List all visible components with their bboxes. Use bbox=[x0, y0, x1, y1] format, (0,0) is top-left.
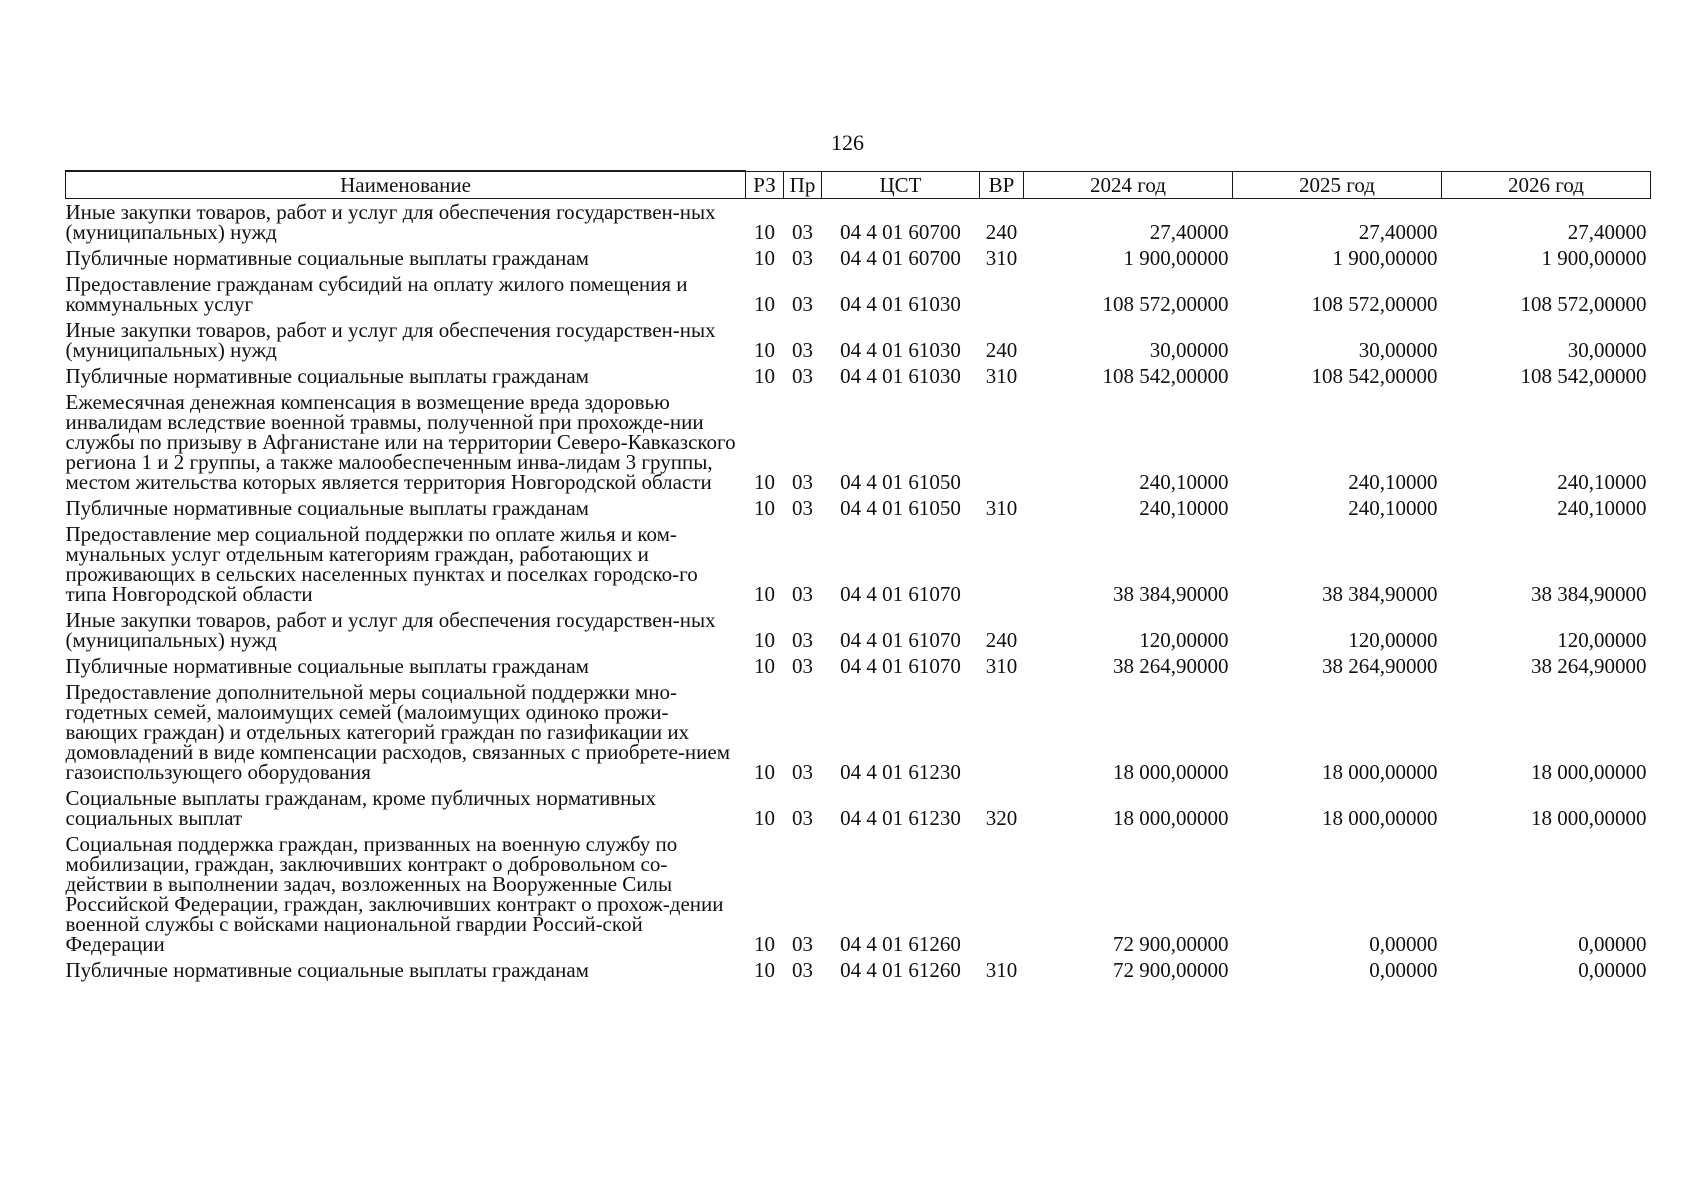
cell-rz: 10 bbox=[754, 220, 775, 244]
column-header-cst: ЦСТ bbox=[822, 171, 980, 199]
table-row bbox=[66, 317, 1651, 363]
cell-pr: 03 bbox=[792, 246, 813, 270]
cell-cst: 04 4 01 61030 bbox=[840, 364, 961, 388]
cell-pr: 03 bbox=[792, 760, 813, 784]
cell-2025: 30,00000 bbox=[1358, 338, 1438, 362]
cell-2026: 120,00000 bbox=[1557, 628, 1647, 652]
cell-pr: 03 bbox=[792, 806, 813, 830]
cell-cst: 04 4 01 61230 bbox=[840, 806, 961, 830]
cell-rz: 10 bbox=[754, 582, 775, 606]
cell-2025: 1 900,00000 bbox=[1332, 246, 1438, 270]
table-row bbox=[66, 271, 1651, 317]
cell-vr: 310 bbox=[985, 958, 1018, 982]
cell-2026: 1 900,00000 bbox=[1541, 246, 1647, 270]
table-row bbox=[66, 957, 1651, 983]
cell-vr bbox=[980, 521, 1024, 607]
table-header-row bbox=[66, 171, 1651, 199]
cell-vr bbox=[980, 271, 1024, 317]
table-row bbox=[66, 653, 1651, 679]
cell-vr: 310 bbox=[985, 654, 1018, 678]
cell-2024: 38 264,90000 bbox=[1113, 654, 1229, 678]
cell-2025: 0,00000 bbox=[1369, 932, 1438, 956]
cell-pr: 03 bbox=[792, 932, 813, 956]
cell-name: Предоставление дополнительной меры социальной поддержки мно-годетных семей, малоимущих семей (малоимущих одиноко прожи-вающих граждан) и отдельных категорий граждан по газификации их домовладений в виде компенсации расходов, связанных с приобрете-нием газоиспользующего оборудования bbox=[65, 680, 731, 784]
cell-name: Публичные нормативные социальные выплаты гражданам bbox=[65, 246, 589, 270]
cell-vr: 310 bbox=[985, 364, 1018, 388]
cell-pr: 03 bbox=[792, 628, 813, 652]
cell-pr: 03 bbox=[792, 582, 813, 606]
cell-pr: 03 bbox=[792, 958, 813, 982]
cell-cst: 04 4 01 60700 bbox=[840, 246, 961, 270]
cell-rz: 10 bbox=[754, 654, 775, 678]
cell-pr: 03 bbox=[792, 338, 813, 362]
column-header-name: Наименование bbox=[66, 171, 746, 199]
cell-pr: 03 bbox=[792, 654, 813, 678]
cell-name: Иные закупки товаров, работ и услуг для обеспечения государствен-ных (муниципальных) нужд bbox=[65, 318, 716, 362]
cell-2024: 120,00000 bbox=[1139, 628, 1229, 652]
cell-vr: 310 bbox=[985, 246, 1018, 270]
cell-2024: 38 384,90000 bbox=[1113, 582, 1229, 606]
cell-rz: 10 bbox=[754, 806, 775, 830]
cell-vr bbox=[980, 679, 1024, 785]
cell-2026: 240,10000 bbox=[1557, 470, 1647, 494]
cell-cst: 04 4 01 61030 bbox=[840, 338, 961, 362]
cell-2025: 240,10000 bbox=[1348, 470, 1438, 494]
cell-2024: 27,40000 bbox=[1149, 220, 1229, 244]
cell-2025: 18 000,00000 bbox=[1322, 806, 1438, 830]
cell-2025: 38 384,90000 bbox=[1322, 582, 1438, 606]
cell-2025: 18 000,00000 bbox=[1322, 760, 1438, 784]
cell-2026: 27,40000 bbox=[1567, 220, 1647, 244]
cell-name: Публичные нормативные социальные выплаты гражданам bbox=[65, 496, 589, 520]
budget-table bbox=[65, 170, 1651, 983]
cell-vr: 310 bbox=[985, 496, 1018, 520]
cell-2025: 0,00000 bbox=[1369, 958, 1438, 982]
cell-2024: 72 900,00000 bbox=[1113, 932, 1229, 956]
cell-vr: 240 bbox=[985, 628, 1018, 652]
table-row bbox=[66, 679, 1651, 785]
cell-2026: 108 542,00000 bbox=[1520, 364, 1647, 388]
cell-rz: 10 bbox=[754, 338, 775, 362]
table-row bbox=[66, 785, 1651, 831]
cell-cst: 04 4 01 60700 bbox=[840, 220, 961, 244]
cell-pr: 03 bbox=[792, 496, 813, 520]
cell-pr: 03 bbox=[792, 220, 813, 244]
cell-cst: 04 4 01 61070 bbox=[840, 628, 961, 652]
table-row bbox=[66, 831, 1651, 957]
cell-rz: 10 bbox=[754, 470, 775, 494]
cell-name: Иные закупки товаров, работ и услуг для обеспечения государствен-ных (муниципальных) нужд bbox=[65, 608, 716, 652]
cell-name: Предоставление мер социальной поддержки по оплате жилья и ком-мунальных услуг отдельным категориям граждан, работающих и проживающих в сельских населенных пунктах и поселках городско-го типа Новгородской области bbox=[65, 522, 698, 606]
cell-2026: 30,00000 bbox=[1567, 338, 1647, 362]
cell-cst: 04 4 01 61230 bbox=[840, 760, 961, 784]
table-row bbox=[66, 245, 1651, 271]
table-row bbox=[66, 607, 1651, 653]
cell-2026: 240,10000 bbox=[1557, 496, 1647, 520]
cell-vr bbox=[980, 831, 1024, 957]
cell-2025: 240,10000 bbox=[1348, 496, 1438, 520]
cell-cst: 04 4 01 61050 bbox=[840, 496, 961, 520]
cell-pr: 03 bbox=[792, 292, 813, 316]
cell-name: Предоставление гражданам субсидий на оплату жилого помещения и коммунальных услуг bbox=[65, 272, 688, 316]
cell-2024: 30,00000 bbox=[1149, 338, 1229, 362]
cell-cst: 04 4 01 61260 bbox=[840, 958, 961, 982]
cell-name: Публичные нормативные социальные выплаты гражданам bbox=[65, 958, 589, 982]
cell-cst: 04 4 01 61070 bbox=[840, 654, 961, 678]
cell-name: Социальные выплаты гражданам, кроме публичных нормативных социальных выплат bbox=[65, 786, 657, 830]
cell-2024: 72 900,00000 bbox=[1113, 958, 1229, 982]
cell-cst: 04 4 01 61070 bbox=[840, 582, 961, 606]
cell-2024: 18 000,00000 bbox=[1113, 760, 1229, 784]
cell-rz: 10 bbox=[754, 496, 775, 520]
cell-2024: 240,10000 bbox=[1139, 470, 1229, 494]
cell-2024: 18 000,00000 bbox=[1113, 806, 1229, 830]
cell-rz: 10 bbox=[754, 628, 775, 652]
cell-name: Публичные нормативные социальные выплаты гражданам bbox=[65, 364, 589, 388]
cell-name: Социальная поддержка граждан, призванных на военную службу по мобилизации, граждан, заключивших контракт о добровольном со-действии в выполнении задач, возложенных на Вооруженные Силы Российской Федерации, граждан, заключивших контракт о прохож-дении военной службы с войсками национальной гвардии Россий-ской Федерации bbox=[65, 832, 724, 956]
cell-2025: 120,00000 bbox=[1348, 628, 1438, 652]
cell-2024: 240,10000 bbox=[1139, 496, 1229, 520]
cell-2025: 108 542,00000 bbox=[1311, 364, 1438, 388]
cell-2024: 1 900,00000 bbox=[1123, 246, 1229, 270]
cell-vr bbox=[980, 389, 1024, 495]
column-header-2025: 2025 год bbox=[1233, 171, 1442, 199]
cell-rz: 10 bbox=[754, 292, 775, 316]
cell-2024: 108 572,00000 bbox=[1102, 292, 1229, 316]
table-body bbox=[66, 199, 1651, 984]
cell-2025: 38 264,90000 bbox=[1322, 654, 1438, 678]
column-header-pr: Пр bbox=[784, 171, 822, 199]
cell-2026: 38 384,90000 bbox=[1531, 582, 1647, 606]
cell-vr: 320 bbox=[985, 806, 1018, 830]
table-row bbox=[66, 199, 1651, 246]
cell-rz: 10 bbox=[754, 364, 775, 388]
cell-2026: 38 264,90000 bbox=[1531, 654, 1647, 678]
cell-2026: 18 000,00000 bbox=[1531, 806, 1647, 830]
cell-rz: 10 bbox=[754, 958, 775, 982]
table-row bbox=[66, 495, 1651, 521]
cell-2024: 108 542,00000 bbox=[1102, 364, 1229, 388]
cell-vr: 240 bbox=[985, 220, 1018, 244]
cell-2025: 108 572,00000 bbox=[1311, 292, 1438, 316]
cell-2026: 108 572,00000 bbox=[1520, 292, 1647, 316]
cell-vr: 240 bbox=[985, 338, 1018, 362]
cell-2026: 0,00000 bbox=[1578, 958, 1647, 982]
column-header-vr: ВР bbox=[980, 171, 1024, 199]
table-row bbox=[66, 521, 1651, 607]
cell-rz: 10 bbox=[754, 760, 775, 784]
cell-cst: 04 4 01 61260 bbox=[840, 932, 961, 956]
cell-2026: 0,00000 bbox=[1578, 932, 1647, 956]
cell-rz: 10 bbox=[754, 932, 775, 956]
column-header-2026: 2026 год bbox=[1442, 171, 1651, 199]
table-row bbox=[66, 363, 1651, 389]
cell-cst: 04 4 01 61030 bbox=[840, 292, 961, 316]
cell-cst: 04 4 01 61050 bbox=[840, 470, 961, 494]
cell-2026: 18 000,00000 bbox=[1531, 760, 1647, 784]
cell-rz: 10 bbox=[754, 246, 775, 270]
column-header-rz: РЗ bbox=[746, 171, 784, 199]
cell-pr: 03 bbox=[792, 470, 813, 494]
column-header-2024: 2024 год bbox=[1024, 171, 1233, 199]
table-row bbox=[66, 389, 1651, 495]
cell-2025: 27,40000 bbox=[1358, 220, 1438, 244]
cell-pr: 03 bbox=[792, 364, 813, 388]
cell-name: Иные закупки товаров, работ и услуг для обеспечения государствен-ных (муниципальных) нужд bbox=[65, 200, 716, 244]
page-number: 126 bbox=[831, 130, 864, 155]
cell-name: Ежемесячная денежная компенсация в возмещение вреда здоровью инвалидам вследствие военной травмы, полученной при прохожде-нии службы по призыву в Афганистане или на территории Северо-Кавказского региона 1 и 2 группы, а также малообеспеченным инва-лидам 3 группы, местом жительства которых является территория Новгородской области bbox=[65, 390, 736, 494]
cell-name: Публичные нормативные социальные выплаты гражданам bbox=[65, 654, 589, 678]
